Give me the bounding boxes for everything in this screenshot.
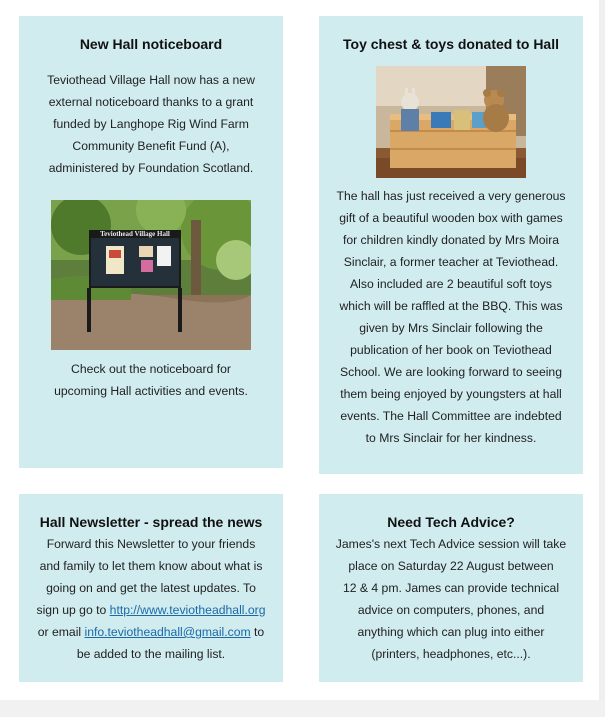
noticeboard-body-line-4: Community Benefit Fund (A),: [72, 139, 230, 153]
tech-card: [319, 494, 583, 682]
toys-body-line-11: events. The Hall Committee are indebted: [340, 409, 562, 423]
noticeboard-title: New Hall noticeboard: [79, 36, 223, 52]
page-edge: [599, 0, 605, 700]
newsletter-title: Hall Newsletter - spread the news: [39, 514, 263, 530]
newsletter-line-4: [19, 599, 283, 621]
newsletter-email-prefix: or email: [37, 625, 85, 639]
noticeboard-body-line-2: external noticeboard thanks to a grant: [48, 95, 254, 109]
toys-title: Toy chest & toys donated to Hall: [343, 36, 559, 52]
toys-body-line-6: which will be raffled at the BBQ. This was: [339, 299, 563, 313]
newsletter-line-3: going on and get the latest updates. To: [46, 581, 256, 595]
newsletter-card: [19, 494, 283, 682]
tech-line-2: place on Saturday 22 August between: [348, 559, 554, 573]
toys-body-line-4: Sinclair, a former teacher at Teviothead.: [343, 255, 559, 269]
tech-line-6: (printers, headphones, etc...).: [371, 647, 531, 661]
tech-title: Need Tech Advice?: [387, 514, 515, 530]
toys-body-line-9: School. We are looking forward to seeing: [340, 365, 562, 379]
noticeboard-photo: [51, 200, 251, 350]
noticeboard-footer-line-1: Check out the noticeboard for: [71, 362, 231, 376]
noticeboard-sign-text: Teviothead Village Hall: [100, 230, 170, 238]
newsletter-line-2: and family to let them know about what is: [39, 559, 263, 573]
email-link[interactable]: info.teviotheadhall@gmail.com: [84, 625, 251, 639]
toys-body-line-3: for children kindly donated by Mrs Moira: [342, 233, 560, 247]
toy-chest-photo: [376, 66, 526, 178]
footer-strip: [0, 700, 605, 717]
newsletter-line-1: Forward this Newsletter to your friends: [46, 537, 256, 551]
newsletter-signup-prefix: sign up go to: [36, 603, 110, 617]
toys-body-line-10: them being enjoyed by youngsters at hall: [340, 387, 562, 401]
noticeboard-body-line-5: administered by Foundation Scotland.: [48, 161, 254, 175]
noticeboard-body-line-1: Teviothead Village Hall now has a new: [47, 73, 255, 87]
newsletter-line-6: be added to the mailing list.: [76, 647, 226, 661]
tech-line-4: advice on computers, phones, and: [357, 603, 545, 617]
toys-body-line-1: The hall has just received a very generous: [336, 189, 566, 203]
tech-line-5: anything which can plug into either: [357, 625, 545, 639]
newsletter-email-suffix: to: [250, 625, 265, 639]
toys-body-line-8: publication of her book on Teviothead: [350, 343, 552, 357]
noticeboard-card: [19, 16, 283, 468]
noticeboard-body-line-3: funded by Langhope Rig Wind Farm: [53, 117, 249, 131]
tech-line-1: James's next Tech Advice session will take: [335, 537, 567, 551]
noticeboard-footer-line-2: upcoming Hall activities and events.: [54, 384, 248, 398]
tech-line-3: 12 & 4 pm. James can provide technical: [342, 581, 560, 595]
newsletter-line-5: [19, 621, 283, 643]
toys-body-line-2: gift of a beautiful wooden box with games: [339, 211, 563, 225]
toys-card: [319, 16, 583, 474]
website-link[interactable]: http://www.teviotheadhall.org: [109, 603, 266, 617]
toys-body-line-12: to Mrs Sinclair for her kindness.: [365, 431, 537, 445]
toys-body-line-7: given by Mrs Sinclair following the: [359, 321, 543, 335]
toys-body-line-5: Also included are 2 beautiful soft toys: [350, 277, 552, 291]
